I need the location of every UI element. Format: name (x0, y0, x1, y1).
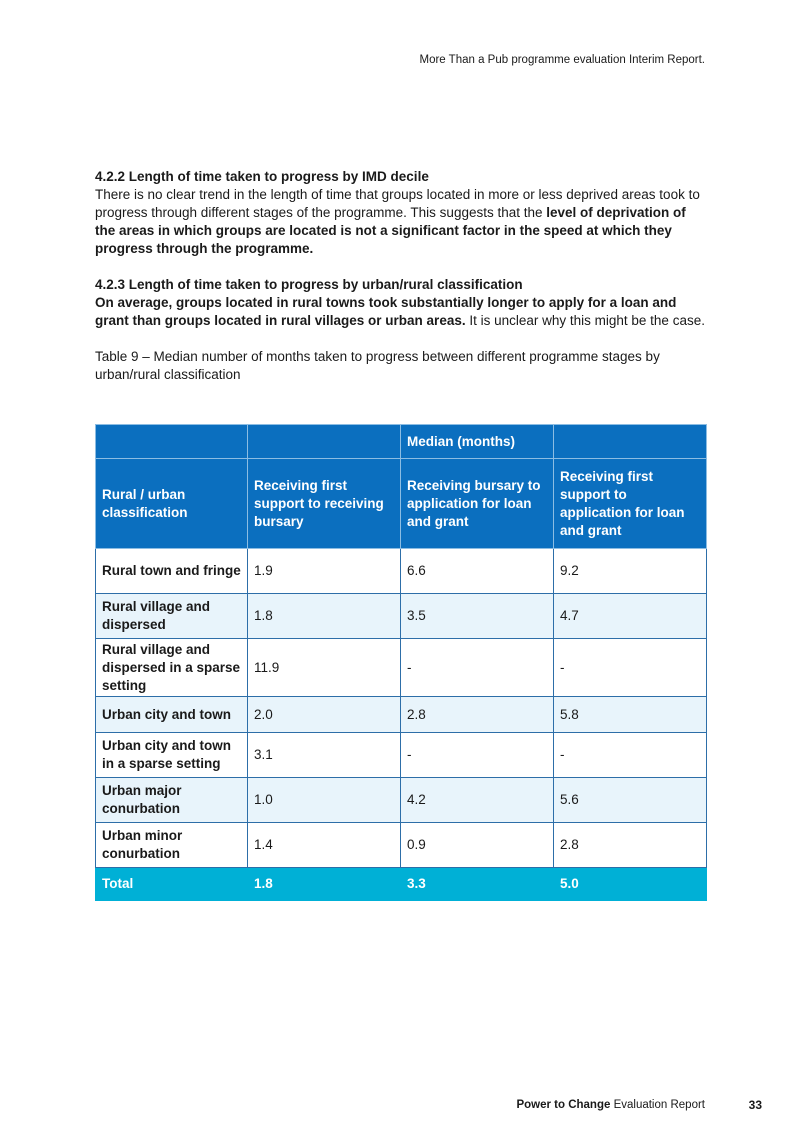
table-cell: 5.6 (554, 778, 707, 823)
table-total-row (96, 868, 707, 901)
row-label: Urban city and town (96, 697, 248, 733)
total-cell: 5.0 (554, 868, 707, 901)
table-row (96, 697, 707, 733)
table-group-header-row (96, 425, 707, 459)
table-cell: 4.2 (401, 778, 554, 823)
empty-header-cell (248, 425, 401, 459)
column-header: Receiving bursary to application for loan and grant (401, 459, 554, 549)
group-header-cell: Median (months) (401, 425, 554, 459)
section-heading-422: 4.2.2 Length of time taken to progress by IMD decile (95, 169, 429, 184)
table-cell: 1.9 (248, 549, 401, 594)
table-cell: 11.9 (248, 639, 401, 697)
table-cell: - (554, 639, 707, 697)
table-cell: - (554, 733, 707, 778)
table-cell: 3.5 (401, 594, 554, 639)
running-header: More Than a Pub programme evaluation Interim Report. (419, 54, 705, 66)
empty-header-cell (96, 425, 248, 459)
table-cell: 3.1 (248, 733, 401, 778)
total-cell: 3.3 (401, 868, 554, 901)
section-paragraph-422: There is no clear trend in the length of time that groups located in more or less deprived areas took to progress through different stages of the programme. This suggests that the level of deprivation of the areas in which groups are located is not a significant factor in the speed at which they progress through the programme. (95, 187, 700, 256)
row-label: Rural town and fringe (96, 549, 248, 594)
row-label: Urban city and town in a sparse setting (96, 733, 248, 778)
table-cell: 4.7 (554, 594, 707, 639)
body-content (95, 168, 705, 384)
table-row (96, 639, 707, 697)
median-months-table (95, 424, 707, 901)
column-header: Receiving first support to receiving bursary (248, 459, 401, 549)
footer-report-title: Power to Change Evaluation Report (516, 1099, 705, 1111)
table-caption: Table 9 – Median number of months taken to progress between different programme stages by urban/rural classification (95, 349, 660, 382)
table-row (96, 594, 707, 639)
row-label: Rural village and dispersed (96, 594, 248, 639)
row-label: Urban major conurbation (96, 778, 248, 823)
table-cell: 6.6 (401, 549, 554, 594)
table-cell: 5.8 (554, 697, 707, 733)
table-row (96, 549, 707, 594)
column-header: Receiving first support to application for loan and grant (554, 459, 707, 549)
table-cell: 1.0 (248, 778, 401, 823)
table-row (96, 823, 707, 868)
column-header: Rural / urban classification (96, 459, 248, 549)
table-cell: 2.8 (401, 697, 554, 733)
table-cell: 2.0 (248, 697, 401, 733)
table-cell: - (401, 639, 554, 697)
table-column-header-row (96, 459, 707, 549)
total-cell: 1.8 (248, 868, 401, 901)
table-cell: 2.8 (554, 823, 707, 868)
row-label: Urban minor conurbation (96, 823, 248, 868)
row-label: Rural village and dispersed in a sparse setting (96, 639, 248, 697)
section-paragraph-423: On average, groups located in rural towns took substantially longer to apply for a loan and grant than groups located in rural villages or urban areas. It is unclear why this might be the case. (95, 295, 705, 328)
section-heading-423: 4.2.3 Length of time taken to progress by urban/rural classification (95, 277, 523, 292)
table-cell: - (401, 733, 554, 778)
table-cell: 0.9 (401, 823, 554, 868)
table-row (96, 778, 707, 823)
empty-header-cell (554, 425, 707, 459)
table-cell: 1.4 (248, 823, 401, 868)
table-cell: 9.2 (554, 549, 707, 594)
total-label: Total (96, 868, 248, 901)
page-number: 33 (748, 1098, 762, 1112)
table-cell: 1.8 (248, 594, 401, 639)
table-row (96, 733, 707, 778)
